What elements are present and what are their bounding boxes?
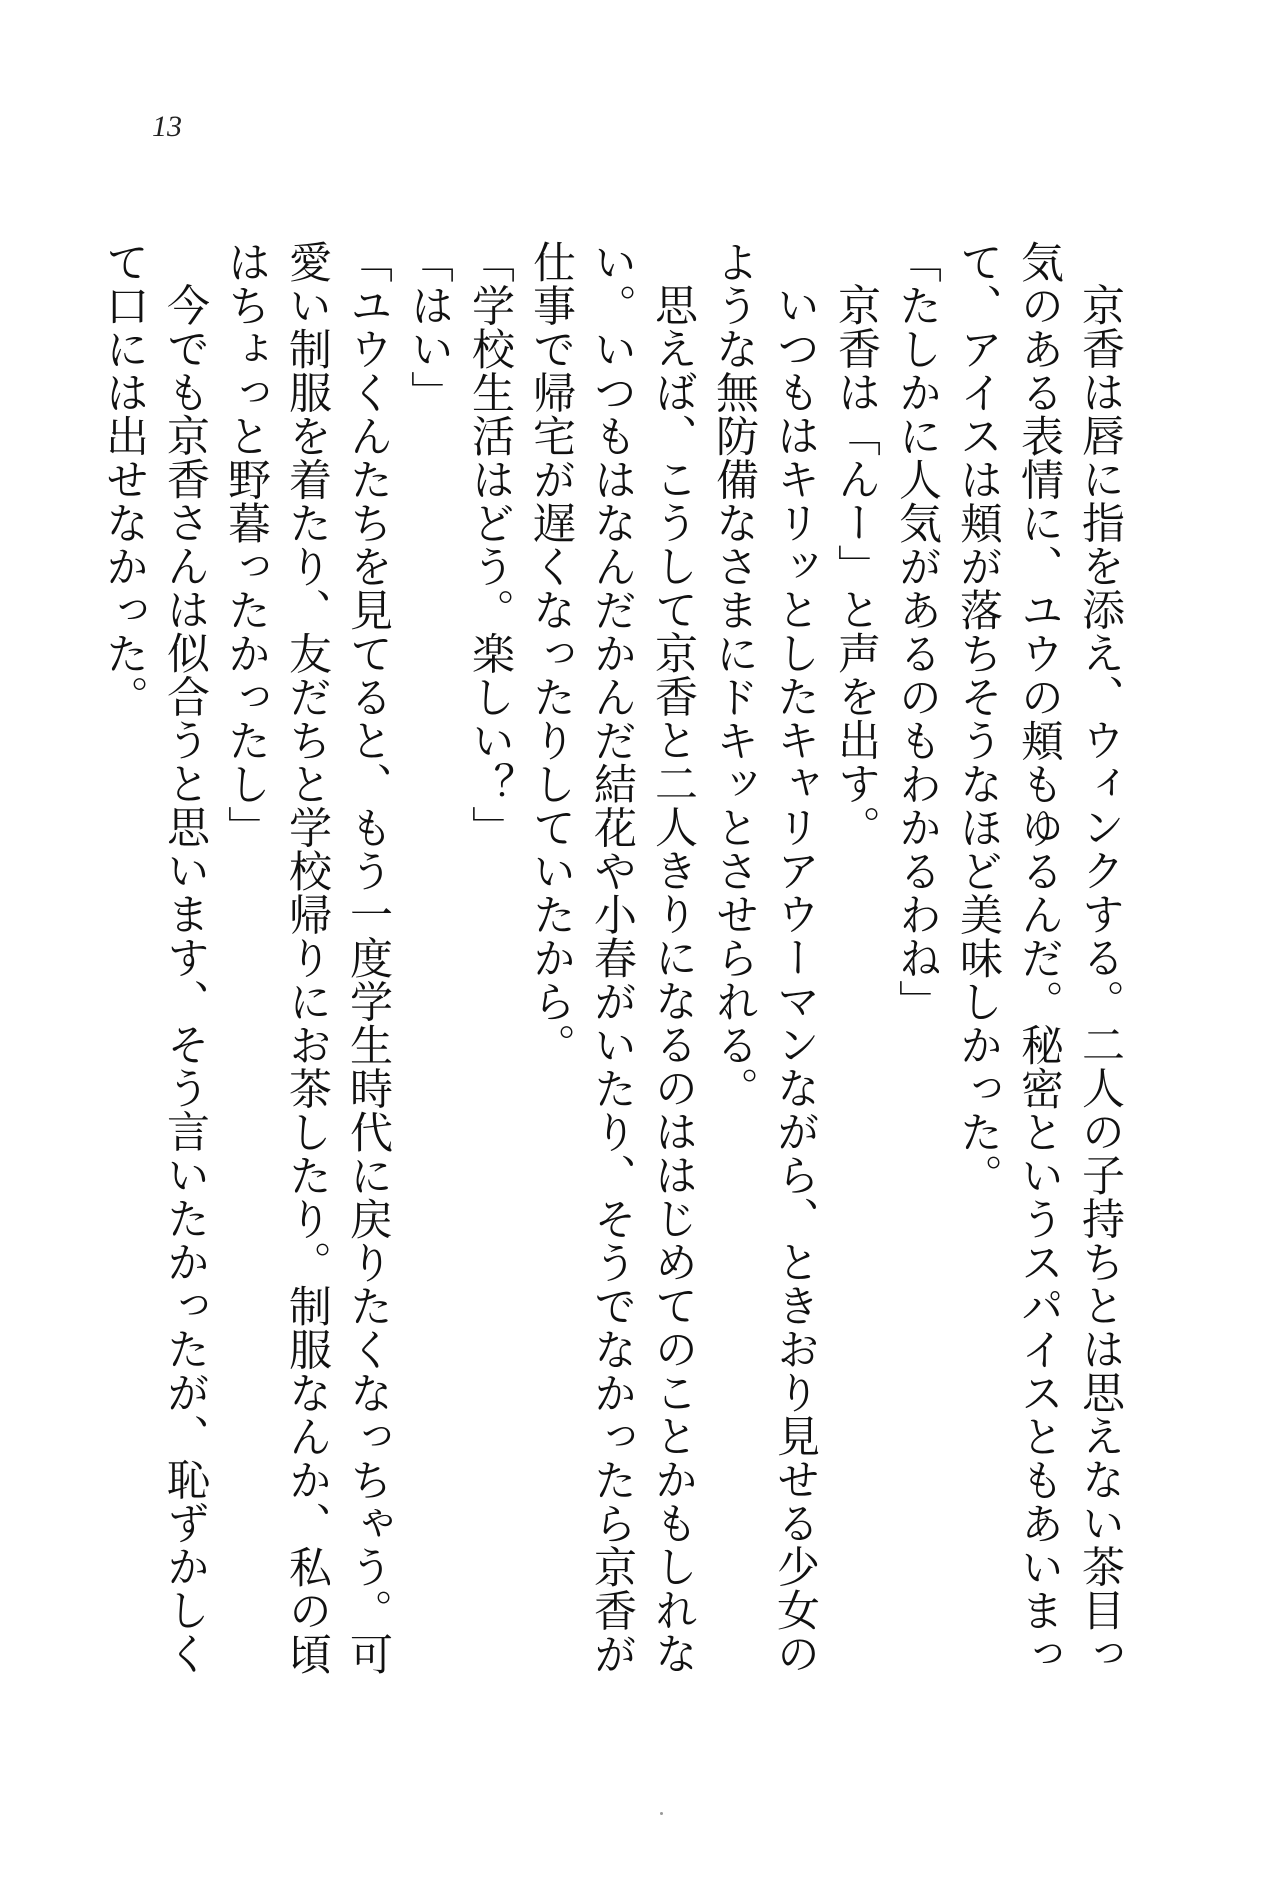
- paragraph-7: 「はい」: [404, 240, 454, 414]
- paragraph-9: 今でも京香さんは似合うと思います、そう言いたかったが、恥ずかしくて口には出せなかった。: [99, 240, 210, 1675]
- paragraph-4: いつもはキリッとしたキャリアウーマンながら、ときおり見せる少女のような無防備なさまにドキッとさせられる。: [709, 240, 820, 1675]
- paragraph-5: 思えば、こうして京香と二人きりになるのははじめてのことかもしれない。いつもはなんだかんだ結花や小春がいたり、そうでなかったら京香が仕事で帰宅が遅くなったりしていたから。: [526, 240, 698, 1676]
- page-number: 13: [152, 110, 182, 143]
- paragraph-1: 京香は唇に指を添え、ウィンクする。二人の子持ちとは思えない茶目っ気のある表情に、ユウの頬もゆるんだ。秘密というスパイスともあいまって、アイスは頬が落ちそうなほど美味しかった。: [953, 240, 1125, 1676]
- page-mark: [660, 1812, 663, 1815]
- paragraph-6: 「学校生活はどう。楽しい？」: [465, 240, 515, 849]
- paragraph-2: 「たしかに人気があるのもわかるわね」: [892, 240, 942, 1023]
- paragraph-3: 京香は「んー」と声を出す。: [831, 283, 881, 849]
- body-text: [99, 240, 1130, 1700]
- paragraph-8: 「ユウくんたちを見てると、もう一度学生時代に戻りたくなっちゃう。可愛い制服を着たり、友だちと学校帰りにお茶したり。制服なんか、私の頃はちょっと野暮ったかったし」: [221, 240, 393, 1676]
